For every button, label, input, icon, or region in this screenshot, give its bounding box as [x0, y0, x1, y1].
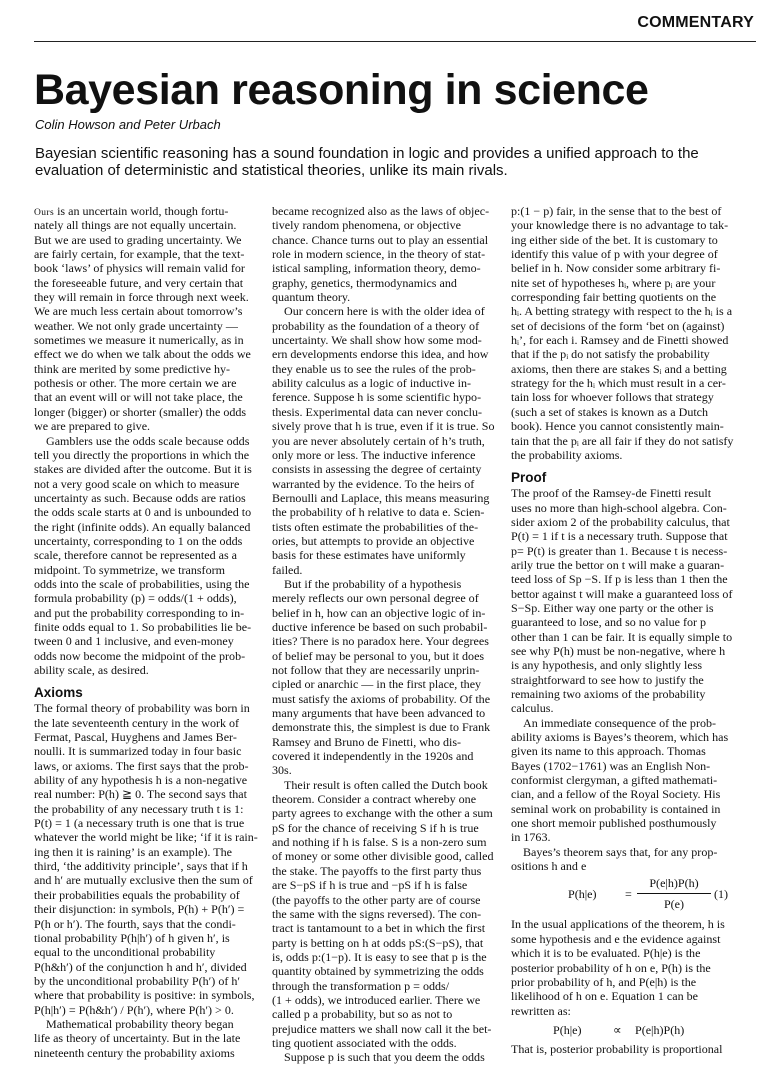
- paragraph: [272, 204, 498, 304]
- text-line: consists in assessing the degree of certainty: [272, 462, 482, 477]
- text-line: not follow that they are necessarily unprin-: [272, 663, 480, 677]
- bayes-equation: [511, 873, 739, 917]
- text-line: party is betting on h at odds pS:(S−pS), that: [272, 935, 484, 950]
- text-line: ern developments endorse this idea, and how: [272, 347, 489, 362]
- text-line: the foreseeable future, and very certain that: [34, 275, 244, 290]
- text-line: not a very good scale on which to measure: [34, 476, 240, 491]
- text-line: (1 + odds), we introduced earlier. There we: [272, 992, 481, 1007]
- section-label: COMMENTARY: [637, 14, 754, 31]
- text-line: tract is tantamount to a bet in which the first: [272, 921, 486, 936]
- text-line: that an event will or will not take place, the: [34, 390, 243, 405]
- text-line: by the unconditional probability P(h′) of h′: [34, 973, 241, 988]
- text-line: party agrees to exchange with the other a sum: [272, 806, 493, 821]
- text-line: teed loss of Sp −S. If p is less than 1 then the: [511, 572, 728, 587]
- text-line: they will remain in force through next week.: [34, 290, 249, 305]
- text-line: pS for the chance of receiving S if h is true: [272, 820, 479, 835]
- text-line: the late seventeenth century in the work of: [34, 715, 240, 730]
- proportionality-equation: [511, 1018, 739, 1042]
- text-line: hᵢ’, for each i. Ramsey and de Finetti showed: [511, 333, 729, 348]
- paragraph: [511, 845, 739, 874]
- text-line: quantity obtained by symmetrizing the odds: [272, 964, 484, 979]
- text-line: warranted by the evidence. To the heirs of: [272, 476, 475, 491]
- text-line: tain loss for whoever follows that strategy: [511, 390, 714, 405]
- proportionality-relation: ∝: [613, 1022, 622, 1037]
- text-line: Bayes (1702−1761) was an English Non-: [511, 758, 711, 773]
- header-rule: [34, 41, 756, 42]
- text-line: Gamblers use the odds scale because odds: [46, 433, 250, 448]
- paragraph: [34, 1017, 260, 1060]
- text-line: We are much less certain about tomorrow’s: [34, 304, 243, 319]
- paragraph: [511, 1042, 739, 1056]
- text-line: Our concern here is with the older idea of: [284, 304, 485, 319]
- text-line: of belief may be personal to you, but it does: [272, 648, 485, 663]
- text-line: set of decisions of the form ‘bet on (against): [511, 318, 725, 333]
- text-line: scale, therefore cannot be represented as a: [34, 548, 238, 563]
- text-line: basis for these estimates have uniformly: [272, 548, 466, 563]
- text-line: ference. Suppose h is some scientific hypo-: [272, 390, 482, 405]
- text-line: stakes are divided after the outcome. But it is: [34, 462, 252, 477]
- text-line: that if the pᵢ do not satisfy the probability: [511, 347, 710, 362]
- text-line: uses no more than high-school algebra. Con-: [511, 500, 727, 515]
- text-line: sider axiom 2 of the probability calculus, that: [511, 514, 730, 529]
- text-line: tists often estimate the probabilities of the-: [272, 519, 479, 534]
- text-line: where that probability is positive: in symbols,: [34, 988, 255, 1003]
- text-line: tional probability P(h|h′) of h given h′, is: [34, 930, 230, 945]
- text-line: corresponding fair betting quotients on the: [511, 290, 717, 305]
- text-line: ositions h and e: [511, 859, 587, 874]
- text-line: Fermat, Pascal, Huyghens and James Ber-: [34, 730, 237, 745]
- text-line: P(h|h′) = P(h&h′) / P(h′), where P(h′) > 0.: [34, 1002, 234, 1017]
- text-line: weather. We not only grade uncertainty —: [34, 318, 238, 333]
- text-line: conformist clergyman, a gifted mathemati-: [511, 773, 718, 788]
- text-line: the probability of h relative to data e. Scien-: [272, 505, 485, 520]
- paragraph: [272, 778, 498, 1051]
- text-line: sively prove that h is true, even if it is true. So: [272, 419, 495, 434]
- equation-denominator: P(e): [663, 897, 685, 912]
- text-line: Bayes’s theorem says that, for any prop-: [523, 844, 718, 859]
- text-line: ability scale, as desired.: [34, 663, 149, 677]
- text-line: In the usual applications of the theorem, h is: [511, 917, 725, 932]
- text-column-3: [511, 204, 739, 1056]
- text-line: ability axioms is Bayes’s theorem, which has: [511, 730, 729, 745]
- text-line: theorem. Consider a contract whereby one: [272, 792, 477, 807]
- text-line: p= P(t) is greater than 1. Because t is necess-: [511, 543, 728, 558]
- text-line: merely reflects our own personal degree of: [272, 591, 479, 606]
- text-line: S−Sp. Either way one party or the other is: [511, 600, 714, 615]
- text-line: Bernoulli and Laplace, this means measuring: [272, 490, 490, 505]
- text-line: straightforward to see how to justify the: [511, 672, 704, 687]
- text-line: uncertainty as such. Because odds are ratios: [34, 490, 246, 505]
- section-heading-proof: Proof: [511, 470, 547, 486]
- text-line: axioms, then there are stakes Sᵢ and a betting: [511, 361, 727, 376]
- paragraph: [511, 716, 739, 845]
- text-line: tain that the pᵢ are all fair if they do not satisfy: [511, 433, 734, 448]
- text-line: must satisfy the axioms of probability. Of the: [272, 691, 491, 706]
- paragraph: [511, 917, 739, 1017]
- text-line: strategy for the hᵢ which must result in a cer-: [511, 376, 726, 391]
- text-line: [34, 204, 260, 218]
- text-line: noulli. It is summarized today in four basic: [34, 744, 242, 759]
- text-line: (the payoffs to the other party are of course: [272, 892, 481, 907]
- text-line: arily true the bettor on t will make a guaran-: [511, 557, 725, 572]
- text-line: of money or some other divisible good, called: [272, 849, 494, 864]
- text-line: That is, posterior probability is proportional: [511, 1041, 723, 1056]
- text-line: tively random phenomena, or objective: [272, 218, 462, 233]
- text-line: and nothing if h is false. S is a non-zero sum: [272, 835, 487, 850]
- standfirst-line: Bayesian scientific reasoning has a sound foundation in logic and provides a unified approach to the: [35, 145, 699, 162]
- text-line: likelihood of h on e. Equation 1 can be: [511, 989, 699, 1004]
- text-line: failed.: [272, 562, 303, 577]
- text-line: whatever the world might be like; ‘if it is rain-: [34, 830, 258, 845]
- text-line: odds into the scale of probabilities, using the: [34, 576, 250, 591]
- text-line: role in modern science, in the theory of stat-: [272, 247, 486, 262]
- paragraph: [511, 204, 739, 462]
- article-title: Bayesian reasoning in science: [34, 66, 649, 114]
- standfirst-line: evaluation of deterministic and statistical theories, unlike its main rivals.: [35, 162, 508, 179]
- equation-numerator: P(e|h)P(h): [649, 876, 699, 891]
- article-authors: Colin Howson and Peter Urbach: [35, 117, 221, 132]
- text-line: are fairly certain, for example, that the text-: [34, 247, 245, 262]
- text-line: is, odds p:(1−p). It is easy to see that p is the: [272, 949, 487, 964]
- text-line: see why P(h) must be non-negative, where h: [511, 643, 726, 658]
- text-line: An immediate consequence of the prob-: [523, 715, 717, 730]
- text-line: their disjunction: in symbols, P(h) + P(h′) =: [34, 902, 245, 917]
- paragraph: [34, 204, 260, 434]
- text-line: uncertainty. We shall show how some mod-: [272, 333, 482, 348]
- text-line: nately all things are not equally uncertain.: [34, 218, 237, 233]
- text-line: called p a probability, but so as not to: [272, 1007, 453, 1022]
- text-line: equal to the unconditional probability: [34, 945, 216, 960]
- text-line: think are merited by some predictive hy-: [34, 361, 231, 376]
- text-line: identify this value of p with your degree of: [511, 247, 718, 262]
- text-line: we are prepared to give.: [34, 419, 151, 434]
- text-line: (such a set of stakes is known as a Dutch: [511, 404, 709, 419]
- text-line: nite set of hypotheses hᵢ, where pᵢ are your: [511, 275, 716, 290]
- equation-lhs: P(h|e): [568, 887, 597, 902]
- proportionality-rhs: P(e|h)P(h): [635, 1022, 685, 1037]
- text-line: odds now become the midpoint of the prob-: [34, 648, 246, 663]
- text-line: ing either side of the bet. It is customary to: [511, 232, 718, 247]
- text-line: they enable us to see the rules of the prob-: [272, 361, 476, 376]
- text-line: is any hypothesis, and only slightly less: [511, 658, 703, 673]
- text-line: Ramsey and Bruno de Finetti, who dis-: [272, 734, 462, 749]
- text-line: life as theory of uncertainty. But in the late: [34, 1031, 241, 1046]
- text-line: posterior probability of h on e, P(h) is the: [511, 960, 711, 975]
- text-line: given its name to this approach. Thomas: [511, 744, 706, 759]
- text-line: belief in h. Now consider some arbitrary fi-: [511, 261, 721, 276]
- text-line: P(t) = 1 if t is a necessary truth. Suppose that: [511, 529, 728, 544]
- text-line: in 1763.: [511, 830, 551, 845]
- text-line: ting quotient associated with the odds.: [272, 1035, 457, 1050]
- paragraph: [511, 486, 739, 716]
- text-line: calculus.: [511, 701, 554, 716]
- text-line: formula probability (p) = odds/(1 + odds),: [34, 591, 237, 606]
- text-column-1: [34, 204, 260, 1060]
- text-line: laws, or axioms. The first says that the prob-: [34, 758, 249, 773]
- text-line: became recognized also as the laws of objec-: [272, 204, 490, 218]
- fraction-bar: [637, 893, 711, 894]
- text-line: thesis. Experimental data can never conclu-: [272, 404, 483, 419]
- text-line: prejudice matters we shall now call it the bet-: [272, 1021, 492, 1036]
- text-line: one short memoir published posthumously: [511, 816, 717, 831]
- text-line: uncertainty, corresponding to 1 on the odds: [34, 533, 243, 548]
- text-line: ability calculus as a logic of inductive in-: [272, 376, 472, 391]
- text-line: bettor against t will make a guaranteed loss of: [511, 586, 733, 601]
- equation-number: (1): [714, 887, 729, 902]
- text-line: which it is to be evaluated. P(h|e) is the: [511, 946, 701, 961]
- text-line: ories, but attempts to provide an objective: [272, 533, 475, 548]
- text-line: P(h&h′) of the conjunction h and h′, divided: [34, 959, 247, 974]
- text-line: ductive inference be based on such probabil-: [272, 619, 488, 634]
- text-line: tell you directly the proportions in which the: [34, 447, 250, 462]
- text-line: are S−pS if h is true and −pS if h is false: [272, 878, 468, 893]
- text-line: But we are used to grading uncertainty. We: [34, 232, 242, 247]
- text-line: the probability axioms.: [511, 447, 623, 462]
- text-column-2: [272, 204, 498, 1065]
- article-standfirst: [35, 145, 755, 179]
- text-line: Suppose p is such that you deem the odds: [284, 1050, 485, 1065]
- text-line: the stake. The payoffs to the first party thus: [272, 863, 482, 878]
- text-line: the probability of any necessary truth t is 1:: [34, 801, 244, 816]
- text-line: other than 1 can be fair. It is equally simple to: [511, 629, 733, 644]
- paragraph: [272, 1050, 498, 1064]
- text-line: ing then it is raining’ is an example). The: [34, 844, 232, 859]
- text-line: ities? There is no paradox here. Your degrees: [272, 634, 489, 649]
- text-line: seminal work on probability is contained in: [511, 801, 721, 816]
- text-line: longer (bigger) or shorter (smaller) the odds: [34, 404, 247, 419]
- text-line: quantum theory.: [272, 290, 351, 305]
- text-line: your knowledge there is no advantage to tak-: [511, 218, 729, 233]
- text-line: third, ‘the additivity principle’, says that if h: [34, 859, 248, 874]
- text-line: book ‘laws’ of physics will remain valid for: [34, 261, 245, 276]
- text-line: Their result is often called the Dutch book: [284, 777, 488, 792]
- lead-word: Ours: [34, 208, 55, 218]
- text-line: their probabilities equals the probability of: [34, 887, 240, 902]
- text-line: pothesis or other. The more certain we are: [34, 376, 237, 391]
- text-line: sometimes we measure it numerically, as in: [34, 333, 244, 348]
- text-line: Mathematical probability theory began: [46, 1016, 234, 1031]
- paragraph: [34, 701, 260, 1017]
- section-heading-axioms: Axioms: [34, 685, 83, 701]
- text-line: hᵢ. A betting strategy with respect to the hᵢ is a: [511, 304, 733, 319]
- text-line: and put the probability corresponding to in-: [34, 605, 245, 620]
- text-line: and h′ are mutually exclusive then the sum of: [34, 873, 253, 888]
- text-line: many arguments that have been advanced to: [272, 706, 486, 721]
- text-line: book). Hence you cannot consistently main-: [511, 419, 724, 434]
- text-line: real number: P(h) ≧ 0. The second says that: [34, 787, 247, 802]
- text-line: through the transformation p = odds/: [272, 978, 450, 993]
- text-line: nineteenth century the probability axioms: [34, 1045, 235, 1060]
- text-line: The proof of the Ramsey-de Finetti result: [511, 486, 712, 501]
- text-line: prior probability of h, and P(e|h) is the: [511, 974, 697, 989]
- paragraph: [272, 577, 498, 778]
- text-line: istical sampling, information theory, demo-: [272, 261, 481, 276]
- text-line: guaranteed to lose, and so no value for p: [511, 615, 707, 630]
- text-line: midpoint. To symmetrize, we transform: [34, 562, 225, 577]
- text-line: the right (infinite odds). An equally balanced: [34, 519, 251, 534]
- lead-line-rest: is an uncertain world, though fortu-: [54, 204, 229, 218]
- text-line: demonstrate this, the simplest is due to Frank: [272, 720, 491, 735]
- paragraph: [34, 434, 260, 678]
- text-line: rewritten as:: [511, 1003, 571, 1018]
- text-line: tween 0 and 1 inclusive, and even-money: [34, 634, 234, 649]
- text-line: probability as the foundation of a theory of: [272, 318, 480, 333]
- text-line: cian, and a fellow of the Royal Society. His: [511, 787, 721, 802]
- text-line: you are never absolutely certain of h’s truth,: [272, 433, 485, 448]
- text-line: chance. Chance turns out to play an essential: [272, 232, 489, 247]
- text-line: belief in h, how can an objective logic of in-: [272, 605, 486, 620]
- text-line: the same with the signs reversed). The con-: [272, 906, 482, 921]
- text-line: remaining two axioms of the probability: [511, 687, 706, 701]
- text-line: But if the probability of a hypothesis: [284, 576, 462, 591]
- text-line: graphy, genetics, thermodynamics and: [272, 275, 457, 290]
- paragraph: [272, 304, 498, 577]
- text-line: The formal theory of probability was born in: [34, 701, 250, 716]
- text-line: 30s.: [272, 763, 292, 778]
- text-line: covered it independently in the 1920s and: [272, 749, 474, 764]
- text-line: P(t) = 1 (a necessary truth is one that is true: [34, 816, 245, 831]
- text-line: ability of any hypothesis h is a non-negative: [34, 773, 248, 788]
- text-line: cipled or anarchic — in the first place, they: [272, 677, 482, 692]
- text-line: some hypothesis and e the evidence against: [511, 931, 721, 946]
- text-line: effect we do when we talk about the odds we: [34, 347, 251, 362]
- proportionality-lhs: P(h|e): [553, 1022, 582, 1037]
- equation-relation: =: [625, 887, 632, 902]
- text-line: only more or less. The inductive inference: [272, 447, 476, 462]
- text-line: the odds scale starts at 0 and is unbounded to: [34, 505, 252, 520]
- text-line: p:(1 − p) fair, in the sense that to the best of: [511, 204, 722, 218]
- text-line: P(h or h′). The fourth, says that the condi-: [34, 916, 236, 931]
- text-line: finite odds equal to 1. So probabilities lie be-: [34, 619, 252, 634]
